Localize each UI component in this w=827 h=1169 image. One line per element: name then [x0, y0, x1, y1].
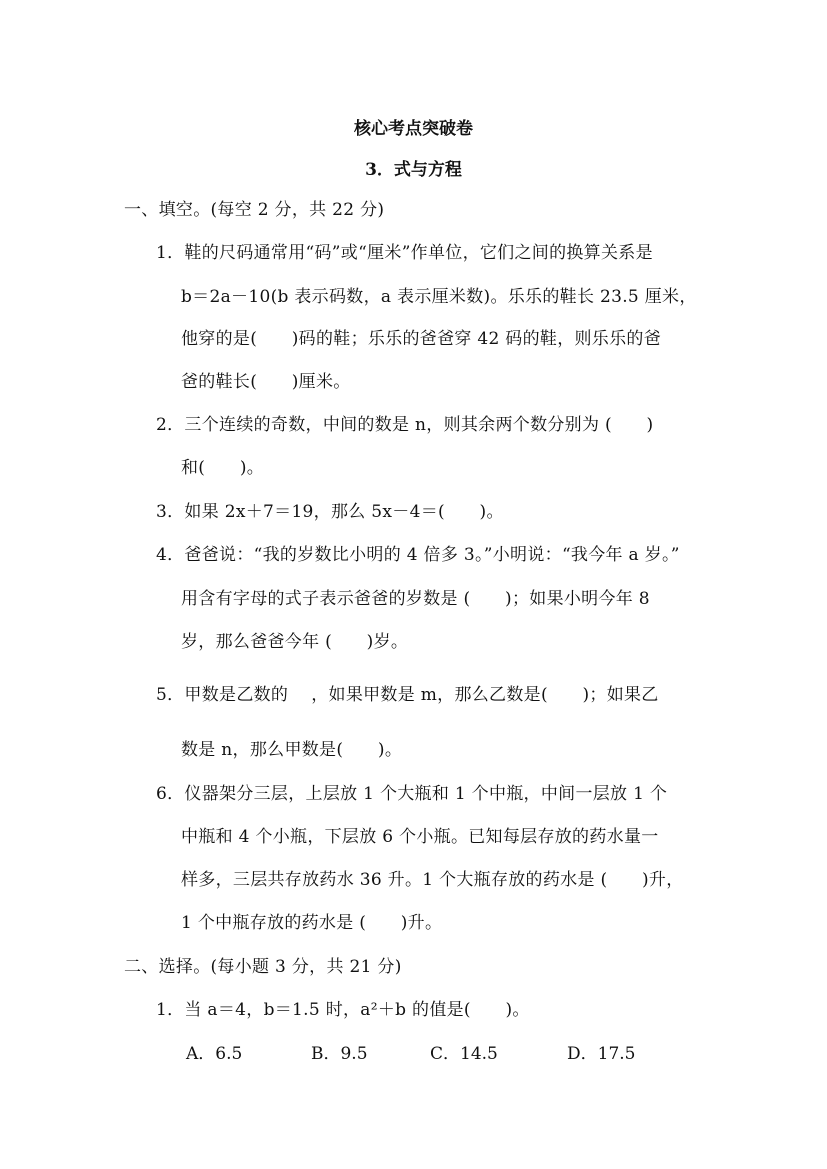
choice-option-b: B．9.5 — [311, 1044, 368, 1064]
choice-question-1-stem: 1．当 a＝4，b＝1.5 时，a²＋b 的值是( )。 — [156, 1000, 530, 1020]
question-6-line-4: 1 个中瓶存放的药水是 ( )升。 — [181, 913, 443, 933]
choice-option-c: C．14.5 — [430, 1044, 498, 1064]
question-2-line-1: 2．三个连续的奇数，中间的数是 n，则其余两个数分别为 ( ) — [156, 415, 654, 435]
question-3-line-1: 3．如果 2x＋7＝19，那么 5x－4＝( )。 — [156, 502, 504, 522]
section-heading-multiple-choice: 二、选择。(每小题 3 分，共 21 分) — [124, 957, 402, 977]
question-1-line-4: 爸的鞋长( )厘米。 — [181, 372, 351, 392]
section-heading-fill-blank: 一、填空。(每空 2 分，共 22 分) — [124, 200, 385, 220]
question-4-line-1: 4．爸爸说：“我的岁数比小明的 4 倍多 3。”小明说：“我今年 a 岁。” — [156, 545, 680, 565]
page-title: 核心考点突破卷 — [354, 119, 473, 139]
question-5-line-2: 数是 n，那么甲数是( )。 — [181, 740, 403, 760]
question-6-line-3: 样多，三层共存放药水 36 升。1 个大瓶存放的药水是 ( )升， — [181, 870, 684, 890]
question-4-line-2: 用含有字母的式子表示爸爸的岁数是 ( )；如果小明今年 8 — [181, 589, 650, 609]
question-6-line-1: 6．仪器架分三层，上层放 1 个大瓶和 1 个中瓶，中间一层放 1 个 — [156, 784, 668, 804]
question-4-line-3: 岁，那么爸爸今年 ( )岁。 — [181, 632, 409, 652]
question-2-line-2: 和( )。 — [181, 458, 265, 478]
question-1-line-3: 他穿的是( )码的鞋；乐乐的爸爸穿 42 码的鞋，则乐乐的爸 — [181, 329, 662, 349]
page-subtitle: 3．式与方程 — [365, 160, 462, 180]
question-6-line-2: 中瓶和 4 个小瓶，下层放 6 个小瓶。已知每层存放的药水量一 — [181, 827, 659, 847]
question-1-line-2: b＝2a－10(b 表示码数，a 表示厘米数)。乐乐的鞋长 23.5 厘米， — [181, 287, 697, 307]
question-1-line-1: 1．鞋的尺码通常用“码”或“厘米”作单位，它们之间的换算关系是 — [156, 243, 653, 263]
choice-option-d: D．17.5 — [567, 1044, 636, 1064]
question-5-line-1: 5．甲数是乙数的 ，如果甲数是 m，那么乙数是( )；如果乙 — [156, 685, 659, 705]
choice-option-a: A．6.5 — [186, 1044, 243, 1064]
